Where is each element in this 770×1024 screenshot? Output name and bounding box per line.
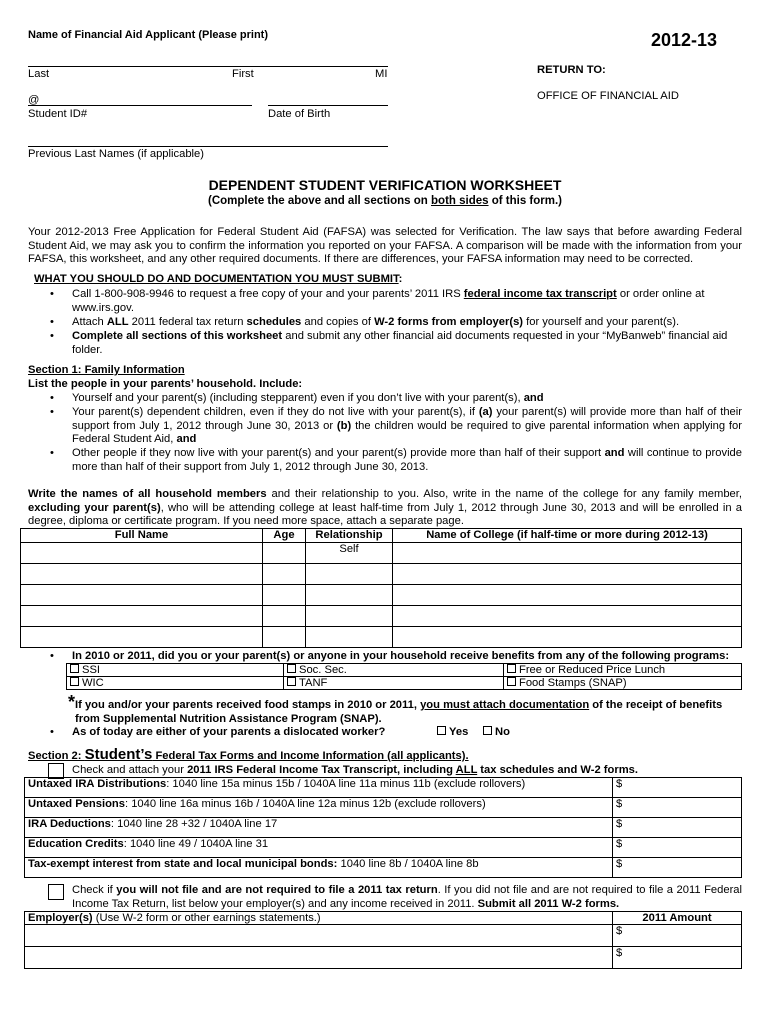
checkbox-icon[interactable]: [437, 726, 446, 735]
untaxed-ira-label: Untaxed IRA Distributions: 1040 line 15a minus 15b / 1040A line 11a minus 11b (exclude rollovers): [25, 778, 613, 798]
todo-heading: WHAT YOU SHOULD DO AND DOCUMENTATION YOU MUST SUBMIT:: [34, 273, 403, 285]
amount-header: 2011 Amount: [613, 912, 742, 925]
college-cell[interactable]: [393, 543, 742, 564]
dislocated-no-option[interactable]: No: [483, 726, 510, 738]
todo-item-complete: Complete all sections of this worksheet and submit any other financial aid documents requested in your “MyBanweb” financial aid folder.: [72, 330, 728, 356]
checkbox-icon[interactable]: [287, 677, 296, 686]
college-cell[interactable]: [393, 585, 742, 606]
full-name-cell[interactable]: [21, 606, 263, 627]
middle-initial-label: MI: [375, 68, 388, 80]
education-credits-amount[interactable]: $: [613, 838, 742, 858]
college-cell[interactable]: [393, 627, 742, 648]
employer-header: Employer(s) (Use W-2 form or other earnings statements.): [25, 912, 613, 925]
checkbox-icon[interactable]: [507, 677, 516, 686]
not-filing-checkbox[interactable]: [48, 884, 64, 900]
table-row: [21, 543, 742, 564]
applicant-name-label: Name of Financial Aid Applicant (Please print): [28, 29, 269, 41]
table-row: [21, 627, 742, 648]
todo-item-transcript: Call 1-800-908-9946 to request a free copy of your and your parents’ 2011 IRS federal income tax transcript or order online at www.irs.gov.: [72, 288, 705, 314]
include-yourself: Yourself and your parent(s) (including stepparent) even if you don’t live with your parent(s), and: [72, 392, 544, 404]
table-row: [25, 778, 742, 798]
relationship-cell[interactable]: [306, 627, 393, 648]
dislocated-yes-option[interactable]: Yes: [437, 726, 468, 738]
dob-label: Date of Birth: [268, 108, 331, 120]
college-cell[interactable]: [393, 606, 742, 627]
include-other-people: Other people if they now live with your parent(s) and your parent(s) provide more than half of their support and will continue to provide more than half of their support from July 1, 2012 through June 30, 2013.: [72, 447, 742, 473]
relationship-cell[interactable]: [306, 585, 393, 606]
bullet-icon: •: [50, 406, 54, 418]
previous-names-label: Previous Last Names (if applicable): [28, 148, 204, 160]
col-header-full-name: Full Name: [21, 529, 263, 543]
bullet-icon: •: [50, 726, 54, 738]
worksheet-subtitle: (Complete the above and all sections on both sides of this form.): [208, 195, 562, 207]
dislocated-worker-question: As of today are either of your parents a dislocated worker?: [72, 726, 386, 738]
asterisk-mark: *: [68, 692, 76, 712]
last-name-label: Last: [28, 68, 50, 80]
full-name-cell[interactable]: [21, 543, 263, 564]
bullet-icon: •: [50, 392, 54, 404]
relationship-cell[interactable]: [306, 606, 393, 627]
include-dependent-children: Your parent(s) dependent children, even if they do not live with your parent(s), if (a) your parent(s) will provide more than half of their support from July 1, 2012 through June 30, 2013 or (b) the children would be required to give parental information when applying for Federal Student Aid, and: [72, 406, 742, 445]
table-row: [25, 947, 742, 969]
table-row: [21, 564, 742, 585]
household-table-header: [21, 529, 742, 543]
intro-paragraph: Your 2012-2013 Free Application for Federal Student Aid (FAFSA) was selected for Verification. The law says that before awarding Federal Student Aid, we may ask you to confirm the information you reported on your FAFSA. A comparison will be made with the information from your FAFSA, this worksheet, and any other required documents. If there are differences, your FAFSA information may need to be corrected.: [28, 226, 742, 265]
table-row: [25, 838, 742, 858]
checkbox-icon[interactable]: [70, 664, 79, 673]
relationship-cell: Self: [306, 543, 393, 564]
option-tanf[interactable]: TANF: [284, 677, 504, 690]
tax-info-table: [24, 777, 742, 878]
table-row: [25, 858, 742, 878]
household-list-label: List the people in your parents’ household. Include:: [28, 378, 303, 390]
bullet-icon: •: [50, 650, 54, 662]
age-cell[interactable]: [263, 564, 306, 585]
ira-deductions-amount[interactable]: $: [613, 818, 742, 838]
student-id-input-line[interactable]: [28, 105, 252, 106]
section2-heading: Section 2: Student’s Federal Tax Forms and Income Information (all applicants).: [28, 746, 469, 763]
at-symbol: @: [28, 94, 40, 106]
option-ssi[interactable]: SSI: [67, 664, 284, 677]
benefits-question: In 2010 or 2011, did you or your parent(s) or anyone in your household receive benefits from any of the following programs:: [72, 650, 730, 662]
age-cell[interactable]: [263, 627, 306, 648]
checkbox-icon[interactable]: [507, 664, 516, 673]
student-id-label: Student ID#: [28, 108, 88, 120]
age-cell[interactable]: [263, 543, 306, 564]
age-cell[interactable]: [263, 606, 306, 627]
table-row: [25, 925, 742, 947]
age-cell[interactable]: [263, 585, 306, 606]
write-names-instructions: Write the names of all household members and their relationship to you. Also, write in the name of the college for any family member, excluding your parent(s), who will be attending college at least half-time from July 1, 2012 through June 30, 2013 and will be enrolled in a degree, diploma or certificate program. If you need more space, attach a separate page.: [28, 488, 742, 527]
worksheet-title: DEPENDENT STUDENT VERIFICATION WORKSHEET: [208, 177, 562, 193]
education-credits-label: Education Credits: 1040 line 49 / 1040A line 31: [25, 838, 613, 858]
option-soc-sec[interactable]: Soc. Sec.: [284, 664, 504, 677]
tax-exempt-interest-label: Tax-exempt interest from state and local municipal bonds: 1040 line 8b / 1040A line 8b: [25, 858, 613, 878]
bullet-icon: •: [50, 288, 54, 300]
attach-transcript-instruction: Check and attach your 2011 IRS Federal Income Tax Transcript, including ALL tax schedules and W-2 forms.: [72, 764, 638, 776]
employer-amount-cell[interactable]: $: [613, 947, 742, 969]
untaxed-pensions-label: Untaxed Pensions: 1040 line 16a minus 16b / 1040A line 12a minus 12b (exclude rollovers): [25, 798, 613, 818]
return-to-office: OFFICE OF FINANCIAL AID: [537, 90, 679, 102]
full-name-cell[interactable]: [21, 627, 263, 648]
option-wic[interactable]: WIC: [67, 677, 284, 690]
bullet-icon: •: [50, 447, 54, 459]
table-row: [21, 606, 742, 627]
employer-table: [24, 911, 742, 969]
previous-names-input-line[interactable]: [28, 146, 388, 147]
table-row: [25, 818, 742, 838]
household-table: [20, 528, 742, 648]
ira-deductions-label: IRA Deductions: 1040 line 28 +32 / 1040A line 17: [25, 818, 613, 838]
checkbox-icon[interactable]: [483, 726, 492, 735]
checkbox-icon[interactable]: [287, 664, 296, 673]
food-stamps-note: If you and/or your parents received food stamps in 2010 or 2011, you must attach documentation of the receipt of benefits from Supplemental Nutrition Assistance Program (SNAP).: [75, 699, 723, 725]
col-header-college: Name of College (if half-time or more during 2012-13): [393, 529, 742, 543]
employer-name-cell[interactable]: [25, 947, 613, 969]
tax-exempt-interest-amount[interactable]: $: [613, 858, 742, 878]
employer-name-cell[interactable]: [25, 925, 613, 947]
col-header-age: Age: [263, 529, 306, 543]
full-name-cell[interactable]: [21, 564, 263, 585]
first-name-label: First: [232, 68, 254, 80]
benefits-options-table: [66, 663, 742, 690]
table-row: [25, 798, 742, 818]
bullet-icon: •: [50, 330, 54, 342]
todo-item-attach: Attach ALL 2011 federal tax return schedules and copies of W-2 forms from employer(s) for yourself and your parent(s).: [72, 316, 680, 328]
relationship-cell[interactable]: [306, 564, 393, 585]
employer-amount-cell[interactable]: $: [613, 925, 742, 947]
bullet-icon: •: [50, 316, 54, 328]
untaxed-pensions-amount[interactable]: $: [613, 798, 742, 818]
col-header-relationship: Relationship: [306, 529, 393, 543]
section1-heading: Section 1: Family Information: [28, 364, 185, 376]
not-filing-instruction: Check if you will not file and are not required to file a 2011 tax return. If you did not file and are not required to file a 2011 Federal Income Tax Return, list below your employer(s) and any income received in 2011. Submit all 2011 W-2 forms.: [72, 884, 742, 910]
name-input-line[interactable]: [28, 66, 388, 67]
dob-input-line[interactable]: [268, 105, 388, 106]
option-free-lunch[interactable]: Free or Reduced Price Lunch: [504, 664, 742, 677]
table-row: [21, 585, 742, 606]
option-food-stamps[interactable]: Food Stamps (SNAP): [504, 677, 742, 690]
college-cell[interactable]: [393, 564, 742, 585]
form-year: 2012-13: [651, 30, 718, 50]
return-to-label: RETURN TO:: [537, 64, 606, 76]
checkbox-icon[interactable]: [70, 677, 79, 686]
untaxed-ira-amount[interactable]: $: [613, 778, 742, 798]
employer-table-header: [25, 912, 742, 925]
full-name-cell[interactable]: [21, 585, 263, 606]
